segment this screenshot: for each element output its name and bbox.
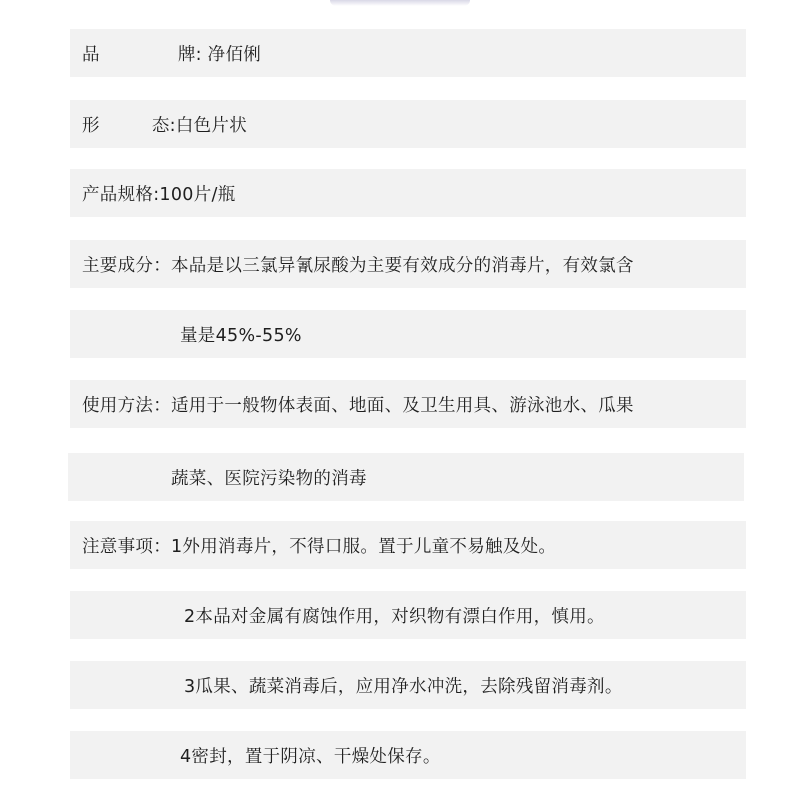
size-label: 产品规格: [82,184,160,205]
size-value: 100片/瓶 [159,184,236,205]
notes-item-1: 1外用消毒片，不得口服。置于儿童不易触及处。 [171,536,557,557]
form-label-char-2: 态 [151,115,170,136]
spec-row-notes-2 [70,591,746,639]
form-label-char-1: 形 [82,115,100,136]
spec-row-form [70,100,746,148]
ingredients-label: 主要成分： [82,255,171,276]
notes-label: 注意事项： [82,536,171,557]
brand-label-char-2: 牌 [177,44,196,65]
notes-item-2: 2本品对金属有腐蚀作用，对织物有漂白作用，慎用。 [184,606,605,627]
spec-row-ingredients [70,240,746,288]
spec-row-usage-cont [68,453,744,501]
usage-value-line1: 适用于一般物体表面、地面、及卫生用具、游泳池水、瓜果 [171,395,634,416]
spec-row-notes-3 [70,661,746,709]
spec-row-size [70,169,746,217]
brand-value: : 净佰俐 [195,44,262,65]
usage-label: 使用方法： [82,395,171,416]
ingredients-value-line2: 量是45%-55% [180,325,302,346]
notes-item-3: 3瓜果、蔬菜消毒后，应用净水冲洗，去除残留消毒剂。 [184,676,623,697]
spec-row-usage [70,380,746,428]
usage-value-line2: 蔬菜、医院污染物的消毒 [171,468,367,489]
spec-row-notes [70,521,746,569]
spec-row-brand [70,29,746,77]
top-shadow-decoration [330,0,470,6]
ingredients-value-line1: 本品是以三氯异氰尿酸为主要有效成分的消毒片，有效氯含 [171,255,634,276]
form-value: :白色片状 [169,115,248,136]
notes-item-4: 4密封，置于阴凉、干燥处保存。 [180,746,441,767]
spec-row-ingredients-cont [70,310,746,358]
spec-row-notes-4 [70,731,746,779]
brand-label-char-1: 品 [82,44,100,65]
